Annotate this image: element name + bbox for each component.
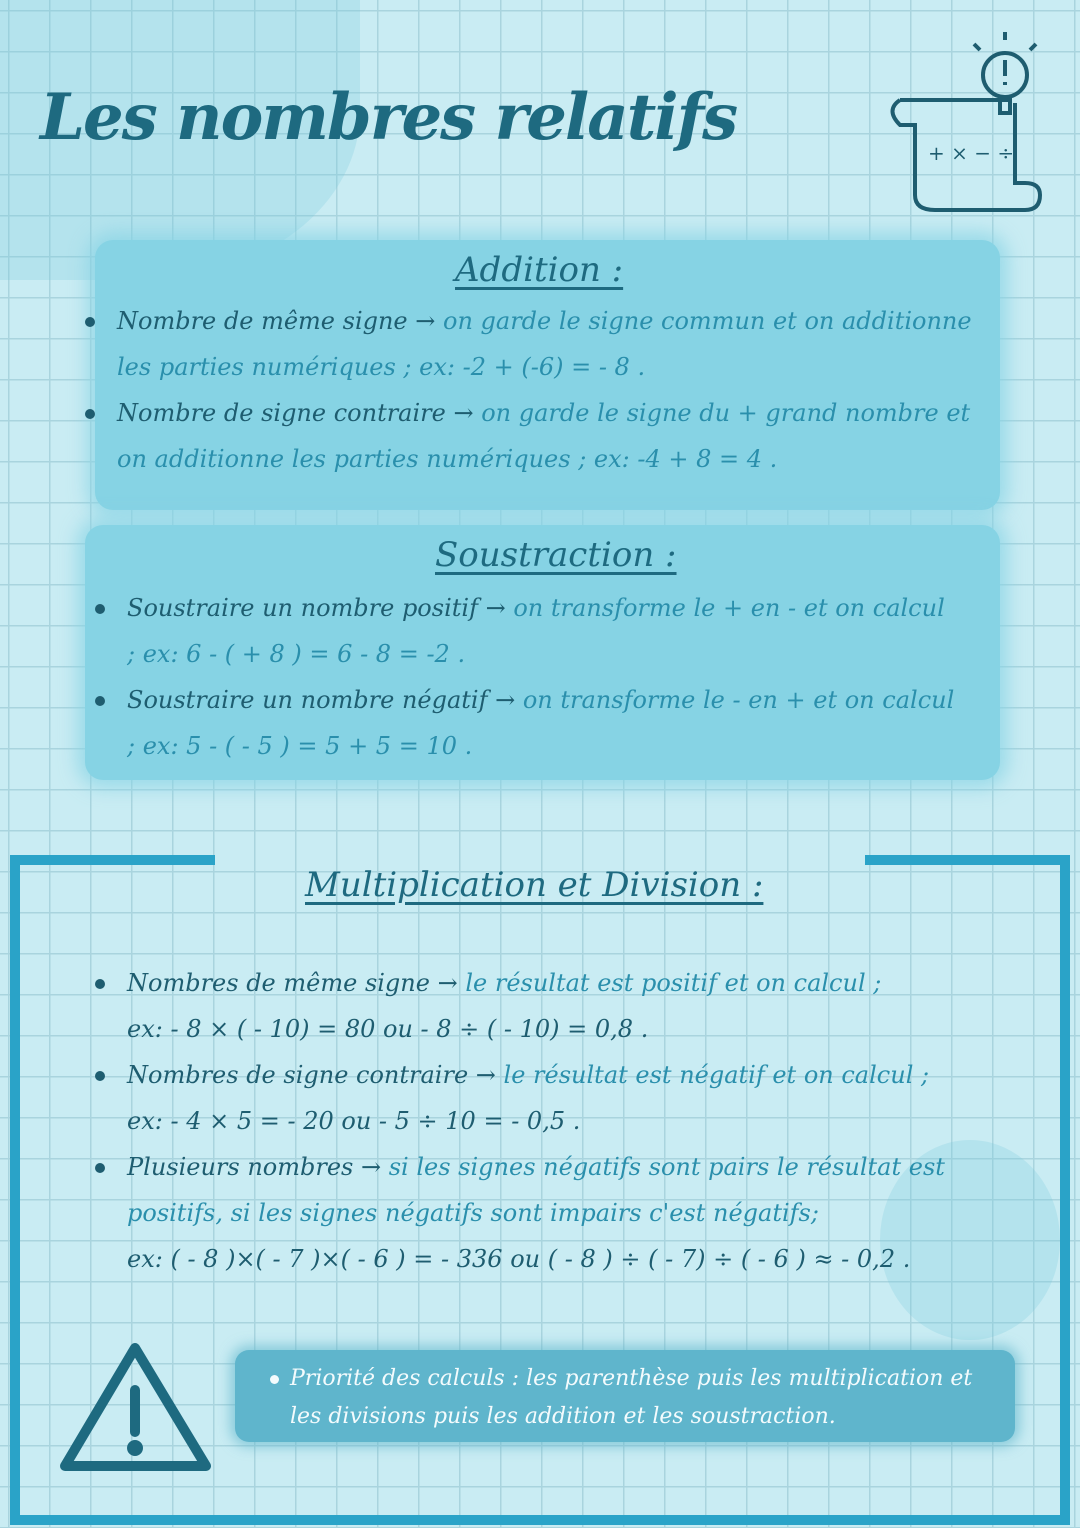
rule-label: Soustraire un nombre positif → — [127, 594, 506, 622]
rule-text: on garde le signe commun et on additionne les parties numériques ; ex: -2 + (-6) = - 8 . — [117, 307, 972, 381]
frame-border — [10, 855, 20, 1520]
addition-heading: Addition : — [455, 250, 624, 290]
rule-text: le résultat est positif et on calcul ; — [457, 969, 882, 997]
rule-label: Nombres de signe contraire → — [127, 1061, 496, 1089]
list-item — [95, 1052, 985, 1144]
frame-border — [10, 855, 215, 865]
list-item — [95, 1144, 985, 1282]
rule-label: Soustraire un nombre négatif → — [127, 686, 516, 714]
multiplication-heading: Multiplication et Division : — [305, 865, 764, 905]
list-item — [85, 390, 990, 482]
example-text: ex: ( - 8 )×( - 7 )×( - 6 ) = - 336 ou ( - 8 ) ÷ ( - 7) ÷ ( - 6 ) ≈ - 0,2 . — [127, 1245, 911, 1273]
multiplication-list — [95, 960, 985, 1282]
page-title: Les nombres relatifs — [40, 80, 737, 155]
list-item — [95, 677, 955, 769]
warning-icon — [58, 1340, 213, 1479]
list-item — [95, 960, 985, 1052]
warning-text: Priorité des calculs : les parenthèse puis les multiplication et les divisions puis les addition et les soustraction. — [290, 1360, 990, 1436]
frame-border — [1060, 855, 1070, 1520]
soustraction-list — [95, 585, 955, 769]
rule-label: Nombres de même signe → — [127, 969, 458, 997]
list-item — [95, 585, 955, 677]
soustraction-heading: Soustraction : — [435, 535, 677, 575]
frame-border — [10, 1515, 1070, 1525]
math-symbols: + × − ÷ — [928, 141, 1015, 165]
frame-border — [865, 855, 1070, 865]
addition-list — [85, 298, 990, 482]
rule-label: Nombre de même signe → — [117, 307, 436, 335]
list-item — [85, 298, 990, 390]
rule-text: le résultat est négatif et on calcul ; — [495, 1061, 930, 1089]
rule-text: on garde le signe du + grand nombre et on additionne les parties numériques ; ex: -4 + 8 = 4 . — [117, 399, 971, 473]
example-text: ex: - 4 × 5 = - 20 ou - 5 ÷ 10 = - 0,5 . — [127, 1107, 581, 1135]
rule-label: Plusieurs nombres → — [127, 1153, 382, 1181]
rule-text: si les signes négatifs sont pairs le résultat est positifs, si les signes négatifs sont impairs c'est négatifs; — [127, 1153, 945, 1227]
scroll-math-icon — [880, 30, 1050, 220]
example-text: ex: - 8 × ( - 10) = 80 ou - 8 ÷ ( - 10) = 0,8 . — [127, 1015, 649, 1043]
rule-text: on transforme le - en + et on calcul ; ex: 5 - ( - 5 ) = 5 + 5 = 10 . — [127, 686, 955, 760]
rule-text: on transforme le + en - et on calcul ; ex: 6 - ( + 8 ) = 6 - 8 = -2 . — [127, 594, 945, 668]
rule-label: Nombre de signe contraire → — [117, 399, 474, 427]
